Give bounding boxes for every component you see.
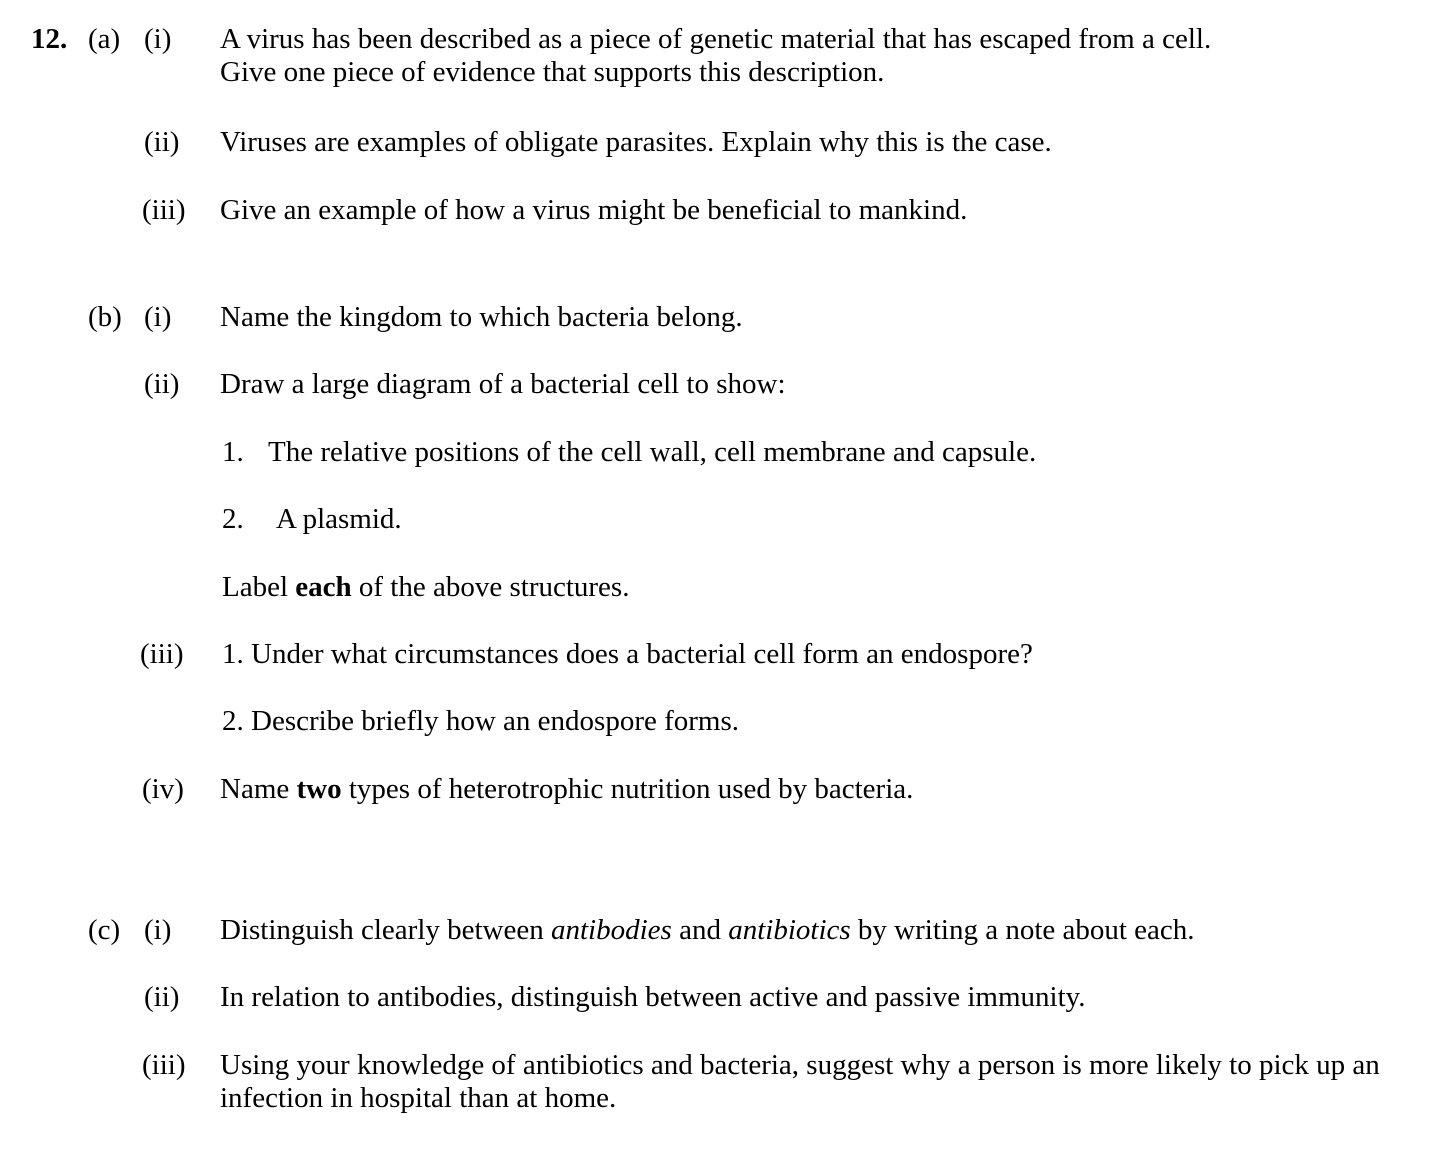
part-c-label: (c) [88, 914, 121, 946]
part-b-ii-label-instruction [222, 570, 629, 604]
part-b-ii-item1-number: 1. [222, 436, 244, 468]
part-b-iv-bold: two [296, 773, 342, 805]
part-c-i-mid: and [671, 914, 729, 946]
part-b-iv-pre: Name [220, 773, 297, 805]
part-a-label: (a) [88, 23, 121, 55]
part-b-i-text: Name the kingdom to which bacteria belong. [220, 301, 743, 333]
part-a-iii-text: Give an example of how a virus might be beneficial to mankind. [220, 194, 968, 226]
label-instruction-pre: Label [222, 571, 296, 603]
label-instruction-post: of the above structures. [351, 571, 630, 603]
part-c-iii-label: (iii) [142, 1049, 186, 1081]
part-a-ii-text: Viruses are examples of obligate parasites. Explain why this is the case. [220, 126, 1052, 158]
part-c-i-italic-antibodies: antibodies [551, 914, 672, 946]
part-b-i-label: (i) [144, 301, 172, 333]
part-b-iv-text [220, 772, 913, 806]
label-instruction-bold: each [295, 571, 352, 603]
part-b-ii-item2-text: A plasmid. [276, 503, 402, 535]
part-b-iv-post: types of heterotrophic nutrition used by bacteria. [341, 773, 914, 805]
part-b-label: (b) [88, 301, 122, 333]
part-c-i-pre: Distinguish clearly between [220, 914, 551, 946]
part-a-iii-label: (iii) [142, 194, 186, 226]
part-b-ii-item1-text: The relative positions of the cell wall, cell membrane and capsule. [268, 436, 1037, 468]
part-a-i-line2: Give one piece of evidence that supports this description. [220, 56, 885, 88]
part-a-i-line1: A virus has been described as a piece of genetic material that has escaped from a cell. [220, 23, 1212, 55]
part-c-i-post: by writing a note about each. [850, 914, 1195, 946]
part-c-ii-label: (ii) [144, 981, 180, 1013]
part-c-i-italic-antibiotics: antibiotics [728, 914, 851, 946]
part-b-iv-label: (iv) [142, 773, 184, 805]
part-b-iii-label: (iii) [140, 638, 184, 670]
part-c-iii-line1: Using your knowledge of antibiotics and bacteria, suggest why a person is more likely to pick up an [220, 1049, 1380, 1081]
part-a-i-label: (i) [144, 23, 172, 55]
part-b-ii-item2-number: 2. [222, 503, 244, 535]
part-c-i-text [220, 913, 1195, 947]
part-c-i-label: (i) [144, 914, 172, 946]
part-b-iii-q1: 1. Under what circumstances does a bacterial cell form an endospore? [222, 638, 1033, 670]
part-c-ii-text: In relation to antibodies, distinguish between active and passive immunity. [220, 981, 1086, 1013]
part-b-iii-q2: 2. Describe briefly how an endospore forms. [222, 705, 740, 737]
part-b-ii-label: (ii) [144, 368, 180, 400]
part-b-ii-text: Draw a large diagram of a bacterial cell to show: [220, 368, 786, 400]
part-a-ii-label: (ii) [144, 126, 180, 158]
part-c-iii-line2: infection in hospital than at home. [220, 1082, 617, 1114]
question-number: 12. [31, 23, 68, 55]
